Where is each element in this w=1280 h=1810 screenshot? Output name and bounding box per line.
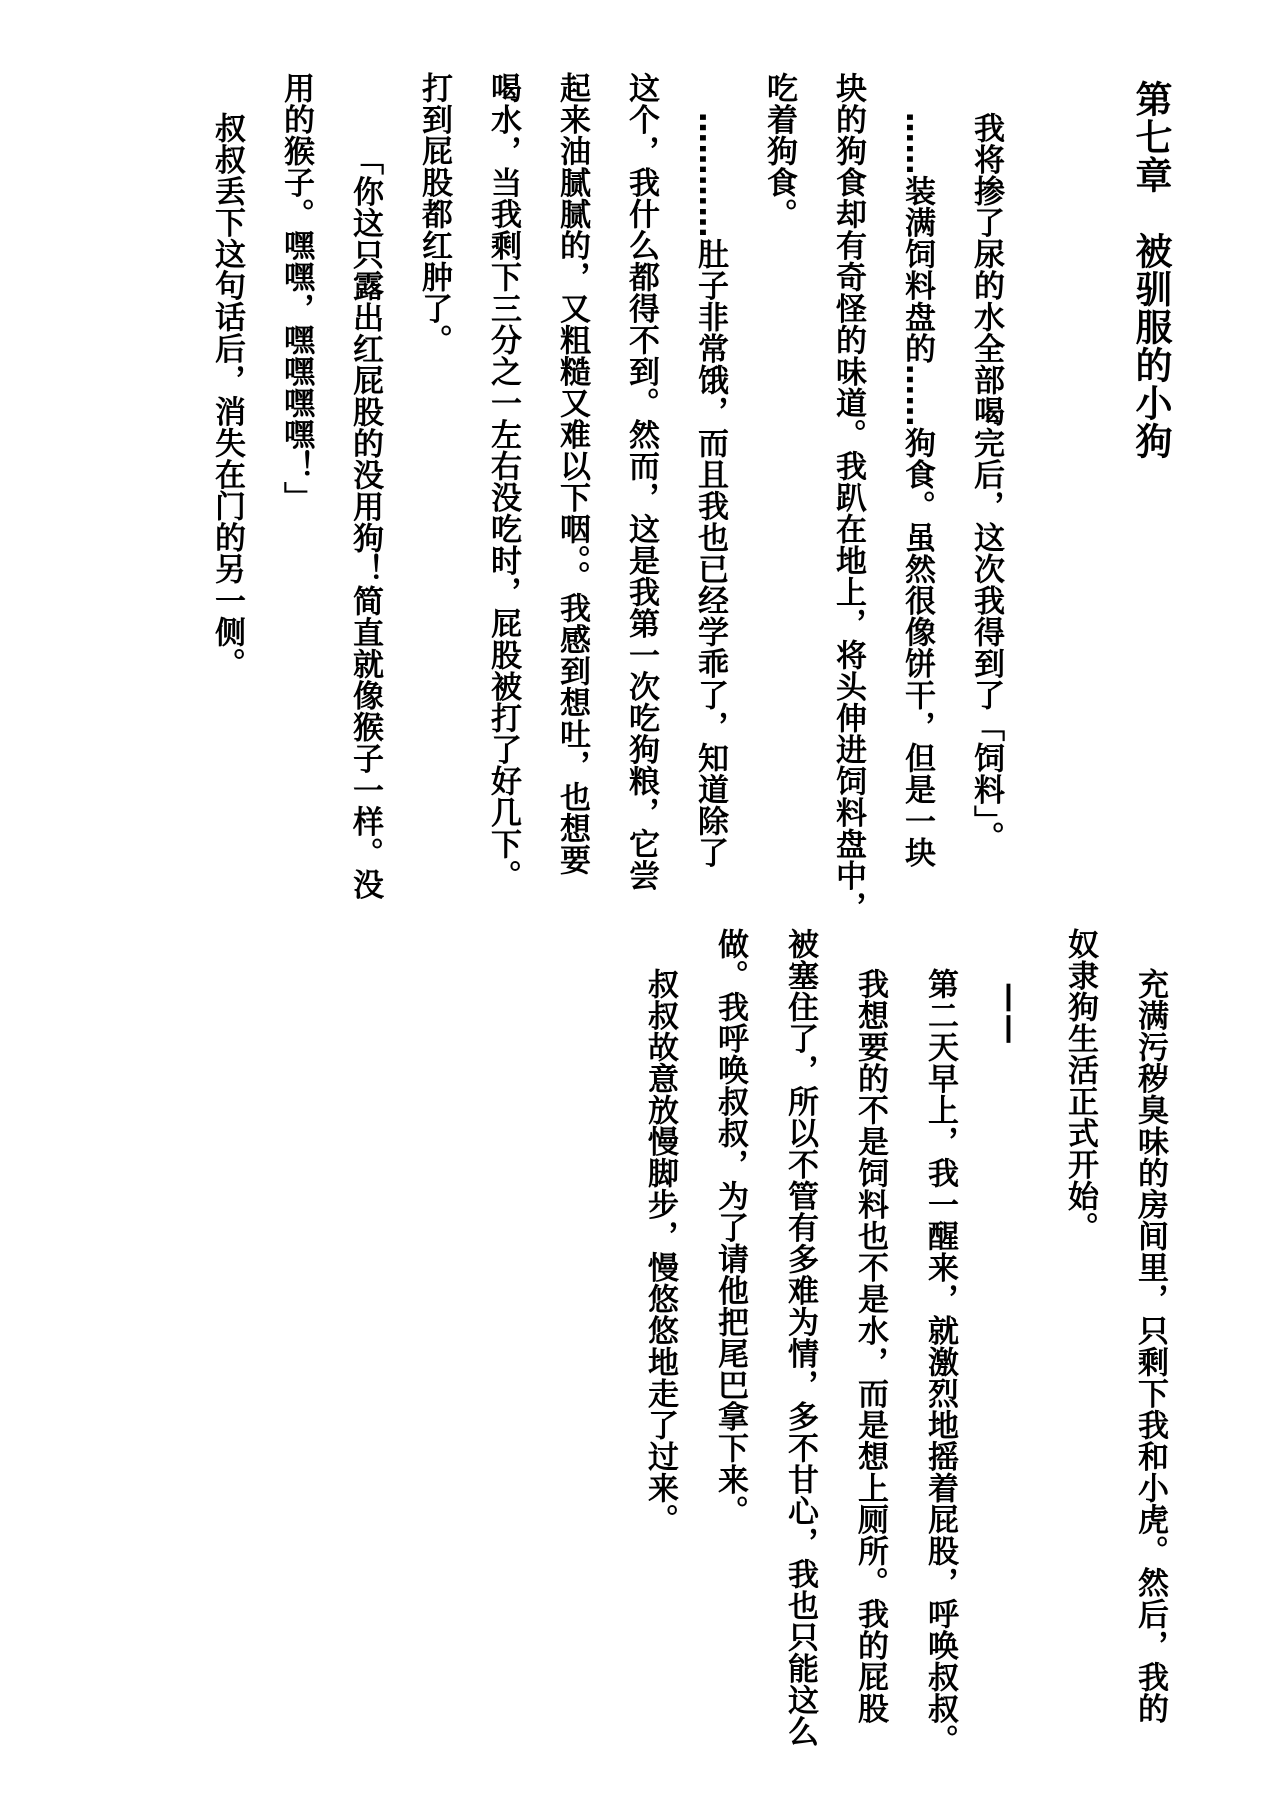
chapter-title: 第七章 被驯服的小狗	[1129, 80, 1172, 460]
text-column: ……装满饲料盘的……狗食。虽然很像饼干，但是一块	[899, 112, 935, 868]
text-column: 叔叔丢下这句话后，消失在门的另一侧。	[209, 112, 245, 679]
text-column: 叔叔故意放慢脚步，慢悠悠地走了过来。	[642, 968, 678, 1535]
text-column: 打到屁股都红肿了。	[416, 72, 452, 356]
text-column: 起来油腻腻的，又粗糙又难以下咽。。我感到想吐，也想要	[554, 72, 590, 876]
text-column: 做。我呼唤叔叔，为了请他把尾巴拿下来。	[712, 928, 748, 1527]
text-column: 这个，我什么都得不到。然而，这是我第一次吃狗粮，它尝	[623, 72, 659, 891]
text-column: 奴隶狗生活正式开始。	[1062, 928, 1098, 1243]
text-column: 我想要的不是饲料也不是水，而是想上厕所。我的屁股	[852, 968, 888, 1724]
text-column: 吃着狗食。	[761, 72, 797, 230]
text-column: 充满污秽臭味的房间里，只剩下我和小虎。然后，我的	[1132, 968, 1168, 1724]
text-column: 我将掺了尿的水全部喝完后，这次我得到了「饲料」。	[968, 112, 1004, 853]
text-column: 第二天早上，我一醒来，就激烈地摇着屁股，呼唤叔叔。	[922, 968, 958, 1756]
dialogue-column: 「你这只露出红屁股的没用狗！简直就像猴子一样。没	[347, 144, 383, 900]
page-block-bottom	[625, 928, 1185, 1756]
section-divider: ——	[992, 982, 1028, 1045]
text-column: 喝水，当我剩下三分之一左右没吃时，屁股被打了好几下。	[485, 72, 521, 891]
text-column: …………肚子非常饿，而且我也已经学乖了，知道除了	[692, 112, 728, 868]
page-block-top	[192, 72, 1185, 923]
dialogue-column: 用的猴子。嘿嘿，嘿嘿嘿嘿！」	[278, 72, 314, 513]
text-column: 被塞住了，所以不管有多难为情，多不甘心，我也只能这么	[782, 928, 818, 1747]
text-column: 块的狗食却有奇怪的味道。我趴在地上，将头伸进饲料盘中，	[830, 72, 866, 923]
